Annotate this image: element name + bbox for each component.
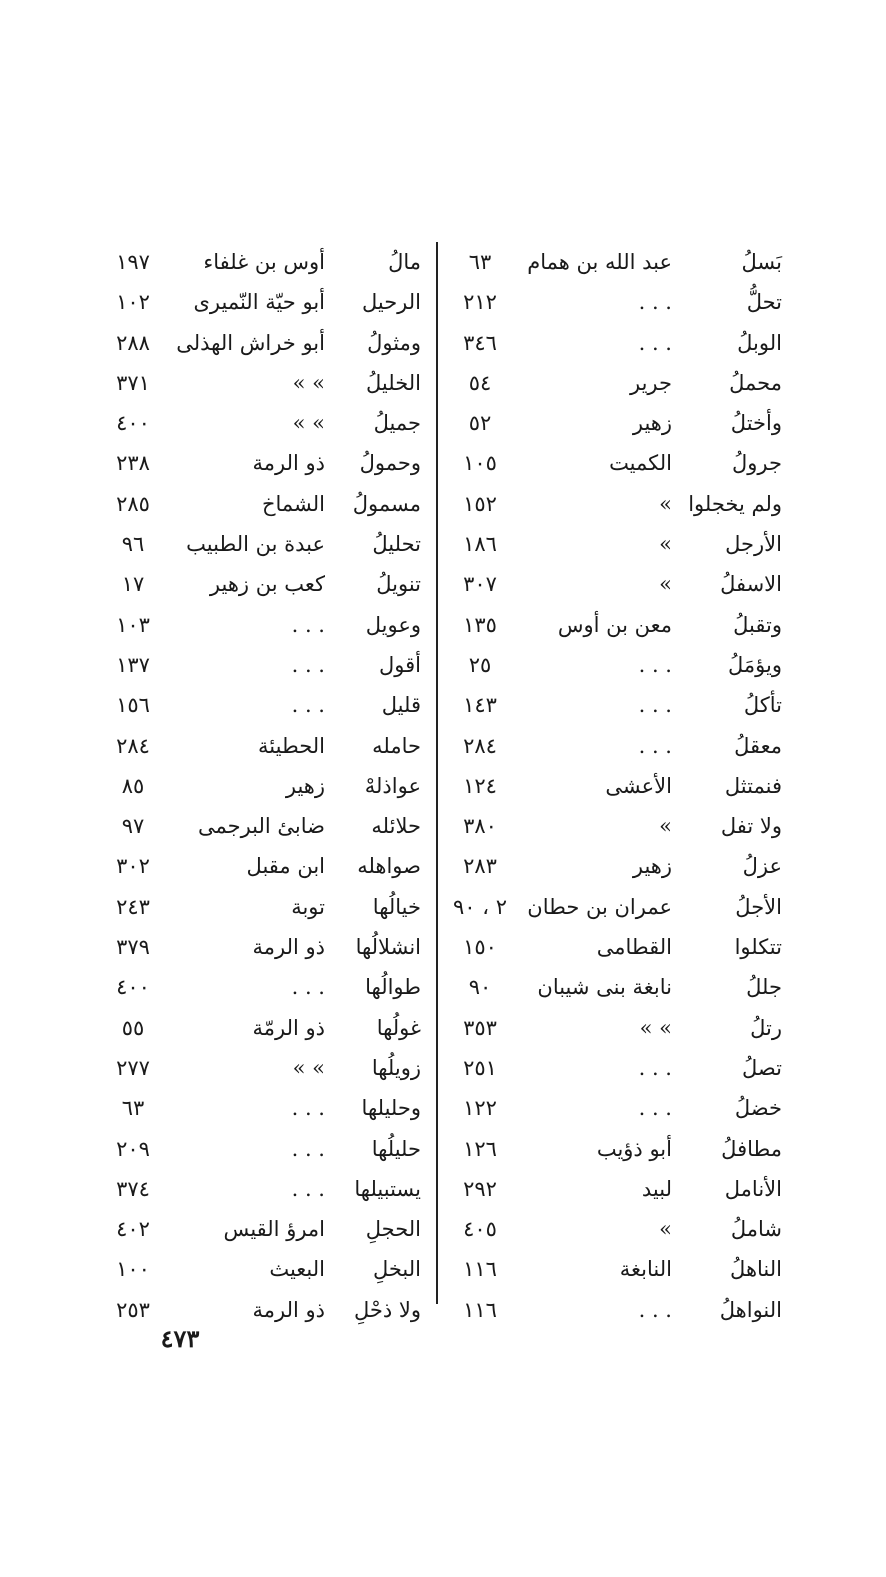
page-ref: ٩٧ [121,814,145,839]
rhyme-word: معقلُ [734,733,782,758]
rhyme-word: جميلُ [373,411,421,436]
poet-name: » [659,1217,672,1242]
poet-name: ذو الرمة [252,1297,325,1322]
page-ref: ٢٨٥ [116,491,150,516]
column-divider [436,242,438,1304]
poet-name: » [659,814,672,839]
rhyme-word: عزلُ [742,854,782,879]
rhyme-word: محملُ [729,370,782,395]
page-ref: ٤٠٠ [116,975,150,1000]
poet-name: أبو حيّة النّميرى [193,290,325,315]
poet-name: زهير [285,773,325,798]
index-row [442,363,782,403]
index-row [442,242,782,282]
rhyme-word: جرولُ [732,451,782,476]
poet-name: . . . [638,693,672,718]
page-ref: ٥٥ [121,1015,145,1040]
rhyme-word: تحلُّ [746,290,782,315]
index-row [442,1129,782,1169]
page-ref: ٢١٢ [463,290,497,315]
poet-name: » [659,532,672,557]
index-row [95,1008,435,1048]
poet-name: » » [292,370,325,395]
poet-name: . . . [291,693,325,718]
poet-name: . . . [638,290,672,315]
index-row [442,1048,782,1088]
rhyme-word: أقول [379,652,421,677]
rhyme-word: بَسلُ [741,250,782,274]
index-row [95,927,435,967]
rhyme-word: البخلِ [372,1257,421,1282]
poet-name: ذو الرمّة [252,1015,325,1040]
index-column-right [442,242,782,1330]
poet-name: . . . [638,733,672,758]
page-ref: ١٥٢ [463,491,497,516]
rhyme-word: رتلُ [750,1015,782,1040]
index-row [442,846,782,886]
page-ref: ٢٧٧ [116,1055,150,1080]
poet-name: » » [292,411,325,436]
poet-name: ذو الرمة [252,935,325,960]
poet-name: الأعشى [605,773,672,798]
index-row [95,846,435,886]
page-ref: ١٩٧ [116,250,150,274]
page-ref: ١٠٥ [463,451,497,476]
rhyme-word: حليلُها [371,1136,421,1161]
poet-name: نابغة بنى شيبان [537,975,672,1000]
rhyme-word: عواذلهْ [364,773,421,798]
index-row [442,564,782,604]
page-ref: ٤٠٥ [463,1217,497,1242]
page-ref: ٤٠٠ [116,411,150,436]
page-number: ٤٧٣ [160,1324,200,1353]
poet-name: كعب بن زهير [209,572,325,597]
rhyme-word: خضلُ [734,1096,782,1121]
rhyme-word: حلائله [371,814,421,839]
rhyme-word: ومثولُ [367,330,421,355]
index-row [442,685,782,725]
poet-name: أبو ذؤيب [596,1136,672,1161]
rhyme-word: الأرجل [725,532,782,557]
poet-name: » [659,491,672,516]
rhyme-word: طوالُها [365,975,421,1000]
index-row [442,766,782,806]
index-row [442,806,782,846]
page-ref: ٣٠٢ [116,854,150,879]
page-ref: ١٤٣ [463,693,497,718]
index-row [95,564,435,604]
rhyme-word: الناهلُ [730,1257,782,1282]
poet-name: عمران بن حطان [527,894,672,919]
index-row [442,524,782,564]
rhyme-word: جللُ [746,975,782,1000]
page-ref: ١٠٢ [116,290,150,315]
page-ref: ٨٥ [121,773,145,798]
index-row [442,1209,782,1249]
index-row [442,967,782,1007]
rhyme-word: ولا تفل [720,814,782,839]
rhyme-word: وحليلها [361,1096,421,1121]
poet-name: معن بن أوس [557,612,672,637]
rhyme-word: وتقبلُ [733,612,782,637]
rhyme-word: خيالُها [372,894,421,919]
index-row [95,443,435,483]
poet-name: . . . [291,1136,325,1161]
poet-name: » [659,572,672,597]
poet-name: . . . [291,612,325,637]
index-row [95,323,435,363]
page-ref: ٢ ، ٩٠ [453,894,507,919]
rhyme-word: الرحيل [361,290,421,315]
index-row [442,282,782,322]
index-row [95,1088,435,1128]
index-row [95,524,435,564]
index-row [442,645,782,685]
page-ref: ٢٨٨ [116,330,150,355]
page-ref: ١٢٤ [463,773,497,798]
index-row [95,403,435,443]
poet-name: عبد الله بن همام [527,250,672,274]
poet-name: . . . [291,1176,325,1201]
rhyme-word: النواهلُ [719,1297,782,1322]
poet-name: . . . [638,1096,672,1121]
rhyme-word: الحجلِ [365,1217,421,1242]
rhyme-word: مطافلُ [721,1136,782,1161]
rhyme-word: ويؤمَلُ [728,652,782,677]
poet-name: ذو الرمة [252,451,325,476]
poet-name: البعيث [269,1257,325,1282]
rhyme-word: غولُها [376,1015,421,1040]
page-ref: ١٣٥ [463,612,497,637]
index-row [95,282,435,322]
poet-name: أبو خراش الهذلى [176,330,325,355]
index-row [95,645,435,685]
rhyme-word: شاملُ [730,1217,782,1242]
rhyme-word: مسمولُ [352,491,421,516]
index-row [442,1169,782,1209]
rhyme-word: زويلُها [371,1055,421,1080]
rhyme-word: تصلُ [742,1055,782,1080]
index-row [95,967,435,1007]
poet-name: أوس بن غلفاء [203,250,325,274]
poet-name: النابغة [619,1257,672,1282]
index-row [442,887,782,927]
index-row [95,887,435,927]
rhyme-word: ولا ذحْلِ [353,1297,421,1322]
page-ref: ٣٠٧ [463,572,497,597]
page-ref: ٥٢ [468,411,492,436]
rhyme-word: يستبيلها [354,1176,421,1201]
page-ref: ١٥٠ [463,935,497,960]
page-ref: ١٥٦ [116,693,150,718]
poet-name: الحطيئة [258,733,325,758]
poet-name: امرؤ القيس [223,1217,325,1242]
index-row [442,1249,782,1289]
poet-name: الشماخ [261,491,325,516]
page-ref: ٣٥٣ [463,1015,497,1040]
rhyme-word: ولم يخجلوا [688,491,782,516]
page-ref: ٣٧١ [116,370,150,395]
poet-name: » » [639,1015,672,1040]
rhyme-word: وعويل [365,612,421,637]
index-row [95,1129,435,1169]
page-ref: ٢٥١ [463,1055,497,1080]
index-row [442,927,782,967]
rhyme-word: مالُ [388,250,421,274]
page-ref: ١٨٦ [463,532,497,557]
poet-name: ضابئ البرجمى [197,814,325,839]
index-row [95,806,435,846]
poet-name: لبيد [641,1176,672,1201]
index-row [95,766,435,806]
rhyme-word: انشلالُها [355,935,421,960]
rhyme-word: الاسفلُ [720,572,782,597]
rhyme-word: فنمتثل [724,773,782,798]
index-row [95,484,435,524]
poet-name: . . . [638,652,672,677]
page-ref: ٢٥٣ [116,1297,150,1322]
page-ref: ٢٠٩ [116,1136,150,1161]
index-row [442,484,782,524]
page-ref: ٢٨٤ [116,733,150,758]
poet-name: . . . [291,1096,325,1121]
poet-name: . . . [291,652,325,677]
poet-name: توبة [291,894,325,919]
index-row [442,323,782,363]
index-row [442,726,782,766]
index-row [95,726,435,766]
poet-name: جرير [630,370,672,395]
rhyme-word: وأختلُ [730,411,782,436]
index-row [442,443,782,483]
page-ref: ٩٦ [121,532,145,557]
index-row [95,605,435,645]
page-ref: ٦٣ [468,250,492,274]
index-row [442,1008,782,1048]
page-ref: ١١٦ [463,1257,497,1282]
index-row [95,1249,435,1289]
page-ref: ٣٧٤ [116,1176,150,1201]
page-ref: ٣٧٩ [116,935,150,960]
index-row [442,403,782,443]
poet-name: . . . [638,1297,672,1322]
rhyme-word: قليل [381,693,421,718]
index-row [95,242,435,282]
rhyme-word: تنويلُ [376,572,421,597]
poet-name: عبدة بن الطبيب [186,532,325,557]
rhyme-word: تتكلوا [734,935,782,960]
rhyme-word: الأجلُ [735,894,782,919]
rhyme-word: تحليلُ [372,532,421,557]
page-ref: ١٢٢ [463,1096,497,1121]
rhyme-word: تأكلُ [743,693,782,718]
index-row [95,1048,435,1088]
rhyme-word: حامله [372,733,421,758]
poet-name: الكميت [609,451,672,476]
poet-name: ابن مقبل [246,854,325,879]
page-ref: ٦٣ [121,1096,145,1121]
page-ref: ١٢٦ [463,1136,497,1161]
poet-name: » » [292,1055,325,1080]
poet-name: . . . [638,330,672,355]
page-ref: ٣٤٦ [463,330,497,355]
index-row [95,685,435,725]
page-ref: ٢٨٣ [463,854,497,879]
page-ref: ١٠٣ [116,612,150,637]
index-row [442,1290,782,1330]
page-ref: ١٧ [121,572,145,597]
rhyme-word: وحمولُ [359,451,421,476]
rhyme-word: الخليلُ [366,370,421,395]
page-ref: ٣٨٠ [463,814,497,839]
index-row [442,605,782,645]
page-ref: ٩٠ [468,975,492,1000]
page-ref: ٢٣٨ [116,451,150,476]
index-row [95,1290,435,1330]
page-ref: ٥٤ [468,370,492,395]
poet-name: زهير [632,854,672,879]
index-column-left [95,242,435,1330]
poet-name: القطامى [596,935,672,960]
index-row [95,1209,435,1249]
poet-name: زهير [632,411,672,436]
page-ref: ١١٦ [463,1297,497,1322]
page-ref: ١٠٠ [116,1257,150,1282]
poet-name: . . . [291,975,325,1000]
index-row [95,363,435,403]
page-ref: ٢٨٤ [463,733,497,758]
rhyme-word: صواهله [357,854,421,879]
index-row [442,1088,782,1128]
page-ref: ٢٩٢ [463,1176,497,1201]
poet-name: . . . [638,1055,672,1080]
rhyme-word: الوبلُ [737,330,782,355]
rhyme-word: الأنامل [724,1176,782,1201]
page-ref: ٢٥ [468,652,492,677]
index-row [95,1169,435,1209]
page-ref: ١٣٧ [116,652,150,677]
page-ref: ٤٠٢ [116,1217,150,1242]
page-ref: ٢٤٣ [116,894,150,919]
